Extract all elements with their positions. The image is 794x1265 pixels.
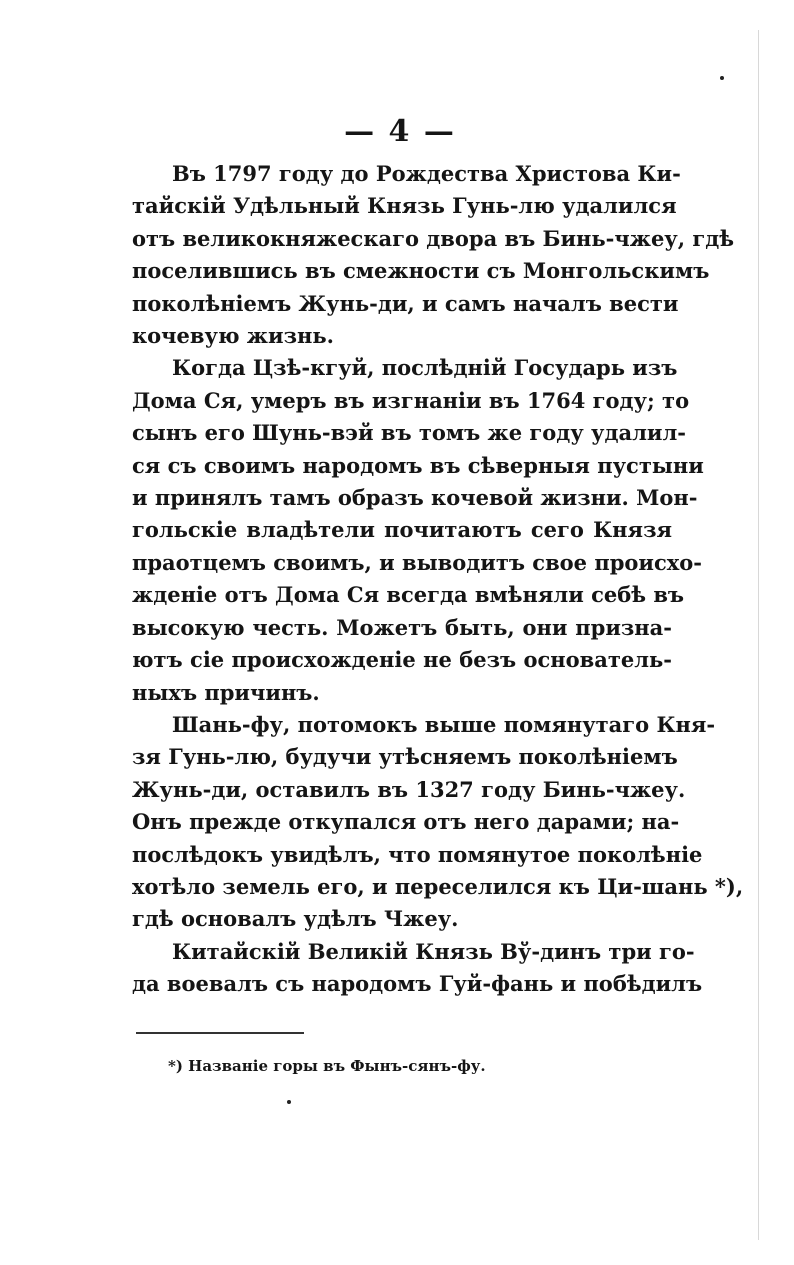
text-line: Дома Ся, умеръ въ изгнаніи въ 1764 году; то bbox=[132, 387, 690, 413]
print-speck bbox=[720, 76, 724, 80]
paragraph-1 bbox=[132, 158, 735, 352]
paragraph-3 bbox=[132, 709, 744, 936]
text-line: Онъ прежде откупался отъ него дарами; на- bbox=[132, 809, 680, 835]
text-line: жденіе отъ Дома Ся всегда вмѣняли себѣ въ bbox=[132, 582, 685, 608]
paragraph-2 bbox=[132, 352, 704, 708]
footnote: *) Названіе горы въ Фынъ-сянъ-фу. bbox=[168, 1057, 486, 1075]
text-line: гольскіе владѣтели почитаютъ сего Князя bbox=[132, 517, 672, 543]
page-number: — 4 — bbox=[344, 114, 456, 149]
body-text bbox=[132, 158, 744, 1001]
text-line: ныхъ причинъ. bbox=[132, 679, 320, 705]
footnote-divider bbox=[136, 1032, 304, 1034]
text-line: хотѣло земель его, и переселился къ Ци-шань *), bbox=[132, 873, 744, 899]
print-speck bbox=[287, 1100, 291, 1104]
text-line: Жунь-ди, оставилъ въ 1327 году Бинь-чжеу. bbox=[132, 776, 686, 802]
text-line: Въ 1797 году до Рождества Христова Ки- bbox=[172, 161, 681, 186]
text-line: Китайскій Великій Князь Вў-динъ три го- bbox=[172, 938, 695, 964]
text-line: да воевалъ съ народомъ Гуй-фань и побѣдилъ bbox=[132, 971, 703, 997]
page-edge-line bbox=[758, 30, 759, 1240]
paragraph-4 bbox=[132, 936, 703, 1001]
text-line: ся съ своимъ народомъ въ сѣверныя пустыни bbox=[132, 452, 704, 478]
text-line: праотцемъ своимъ, и выводитъ свое происхо- bbox=[132, 549, 703, 575]
text-line: высокую честь. Можетъ быть, они призна- bbox=[132, 614, 672, 640]
text-line: Когда Цзѣ-кгуй, послѣдній Государь изъ bbox=[172, 355, 678, 381]
text-line: зя Гунь-лю, будучи утѣсняемъ поколѣніемъ bbox=[132, 744, 678, 770]
text-line: кочевую жизнь. bbox=[132, 323, 334, 349]
text-line: гдѣ основалъ удѣлъ Чжеу. bbox=[132, 906, 459, 932]
text-line: тайскій Удѣльный Князь Гунь-лю удалился bbox=[132, 193, 677, 219]
text-line: поселившись въ смежности съ Монгольскимъ bbox=[132, 258, 710, 284]
text-line: поколѣніемъ Жунь-ди, и самъ началъ вести bbox=[132, 290, 679, 316]
text-line: ютъ сіе происхожденіе не безъ основатель- bbox=[132, 647, 672, 673]
text-line: и принялъ тамъ образъ кочевой жизни. Мон- bbox=[132, 485, 698, 511]
text-line: сынъ его Шунь-вэй въ томъ же году удалил- bbox=[132, 420, 686, 446]
text-line: послѣдокъ увидѣлъ, что помянутое поколѣніе bbox=[132, 841, 703, 867]
text-line: Шань-фу, потомокъ выше помянутаго Кня- bbox=[172, 711, 716, 737]
text-line: отъ великокняжескаго двора въ Бинь-чжеу, гдѣ bbox=[132, 225, 735, 251]
